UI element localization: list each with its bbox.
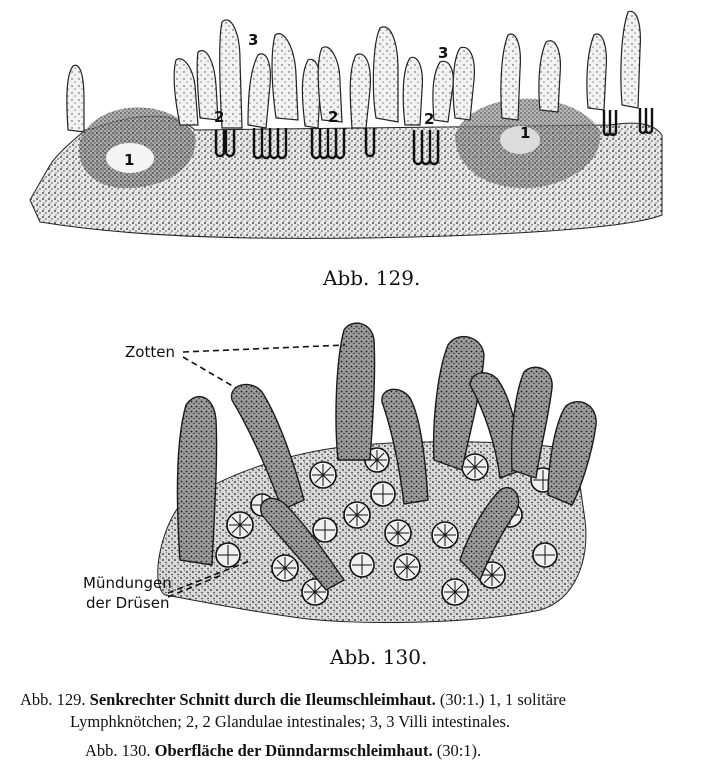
marker-villi-2: 3 [438, 44, 449, 62]
marker-lymph-1: 1 [124, 151, 135, 169]
caption-130-rest: (30:1). [436, 741, 482, 760]
caption-130-title: Oberfläche der Dünndarmschleimhaut. [154, 741, 433, 760]
figure-129-label: Abb. 129. [323, 266, 421, 290]
marker-gland-3: 2 [424, 110, 435, 128]
annotation-muendungen-line2: der Drüsen [86, 594, 170, 612]
caption-129-line2: Lymphknötchen; 2, 2 Glandulae intestinales; 3, 3 Villi intestinales. [70, 712, 511, 731]
marker-gland-2: 2 [328, 108, 339, 126]
caption-130-line [0, 741, 718, 761]
caption-130-prefix: Abb. 130. [85, 741, 151, 760]
annotation-muendungen-line1: Mündungen [83, 574, 172, 592]
marker-lymph-2: 1 [520, 124, 531, 142]
annotation-zotten: Zotten [125, 343, 175, 361]
leader-zotten-2 [183, 357, 236, 388]
marker-gland-1: 2 [214, 108, 225, 126]
caption-129-title: Senkrechter Schnitt durch die Ileumschleimhaut. [89, 690, 436, 709]
caption-129-line1 [0, 690, 718, 710]
marker-villi-1: 3 [248, 31, 259, 49]
caption-129-rest: (30:1.) 1, 1 solitäre [439, 690, 566, 709]
figure-130-label: Abb. 130. [330, 645, 428, 669]
caption-129-prefix: Abb. 129. [20, 690, 86, 709]
leader-zotten-1 [183, 345, 345, 352]
